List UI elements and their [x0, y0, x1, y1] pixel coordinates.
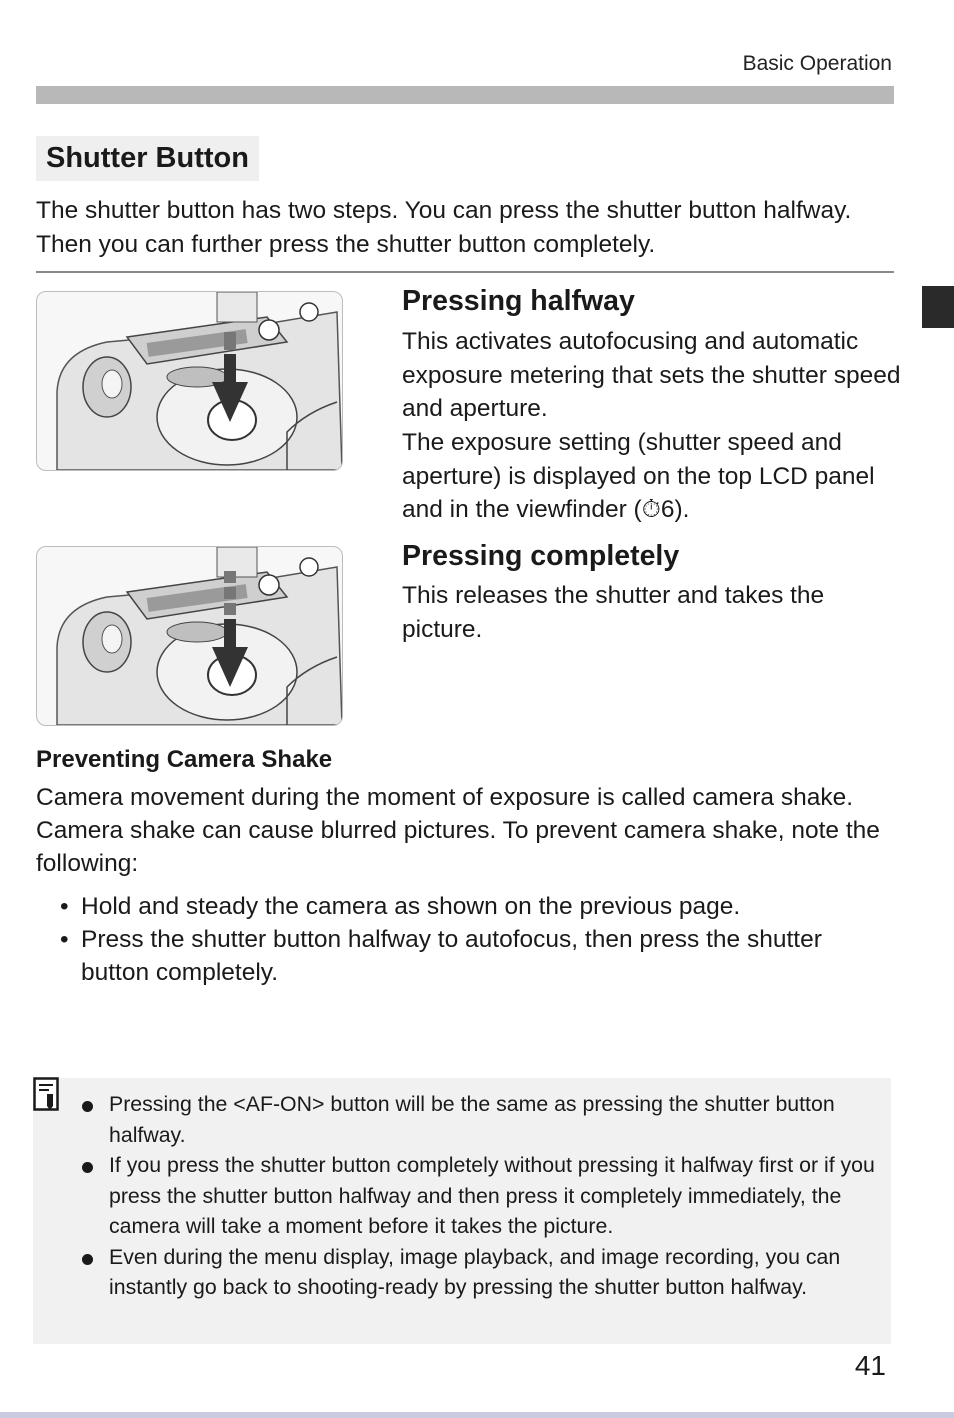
header-bar: [36, 86, 894, 104]
chapter-tab: [922, 286, 954, 328]
divider: [36, 271, 894, 273]
camera-halfway-drawing: [37, 292, 342, 470]
page-number: 41: [854, 1350, 886, 1381]
bullet-icon: [82, 1101, 93, 1112]
tip-text: Press the shutter button halfway to autofocus, then press the shutter button completely.: [81, 926, 822, 986]
shake-text: Camera movement during the moment of exposure is called camera shake. Camera shake can cause blurred pictures. To prevent camera shake, note the following:: [36, 784, 880, 877]
note-text: If you press the shutter button completely without pressing it halfway first or if you press the shutter button halfway and then press it completely immediately, the camera will take a moment before it takes the picture.: [109, 1153, 875, 1238]
note-text: Pressing the <AF-ON> button will be the same as pressing the shutter button halfway.: [109, 1092, 835, 1147]
bottom-edge: [0, 1412, 954, 1418]
camera-completely-drawing: [37, 547, 342, 725]
list-item: [80, 1089, 880, 1150]
halfway-text-2-prefix: The exposure setting (shutter speed and aperture) is displayed on the top LCD panel and in the viewfinder (: [402, 429, 875, 523]
section-label: Basic Operation: [742, 52, 892, 75]
intro-text: The shutter button has two steps. You can press the shutter button halfway. Then you can further press the shutter button completely.: [36, 197, 852, 258]
memo-icon: [33, 1077, 59, 1111]
title-box: [36, 136, 259, 181]
halfway-text-1: This activates autofocusing and automatic exposure metering that sets the shutter speed and aperture.: [402, 328, 901, 422]
completely-text: This releases the shutter and takes the picture.: [402, 582, 825, 643]
tip-text: Hold and steady the camera as shown on the previous page.: [81, 893, 741, 920]
completely-heading: Pressing completely: [402, 540, 680, 572]
halfway-heading: Pressing halfway: [402, 285, 635, 317]
halfway-illustration: [36, 291, 343, 471]
halfway-text-2-suffix: ).: [674, 496, 690, 523]
shake-heading: Preventing Camera Shake: [36, 746, 333, 773]
halfway-text-2: [402, 426, 902, 527]
bullet-icon: [82, 1162, 93, 1173]
list-item: • Press the shutter button halfway to autofocus, then press the shutter button completely.: [60, 926, 822, 986]
shake-tips-list: [56, 890, 846, 989]
list-item: [80, 1150, 880, 1242]
notes-list: [80, 1089, 880, 1303]
page-title: Shutter Button: [46, 142, 249, 174]
bullet-icon: [82, 1254, 93, 1265]
completely-illustration: [36, 546, 343, 726]
page-reference-number: 6: [660, 496, 675, 523]
list-item: • Hold and steady the camera as shown on the previous page.: [60, 893, 741, 920]
note-text: Even during the menu display, image playback, and image recording, you can instantly go back to shooting-ready by pressing the shutter button halfway.: [109, 1244, 841, 1299]
list-item: [80, 1242, 880, 1303]
page-reference-icon: ⏱: [641, 496, 661, 523]
